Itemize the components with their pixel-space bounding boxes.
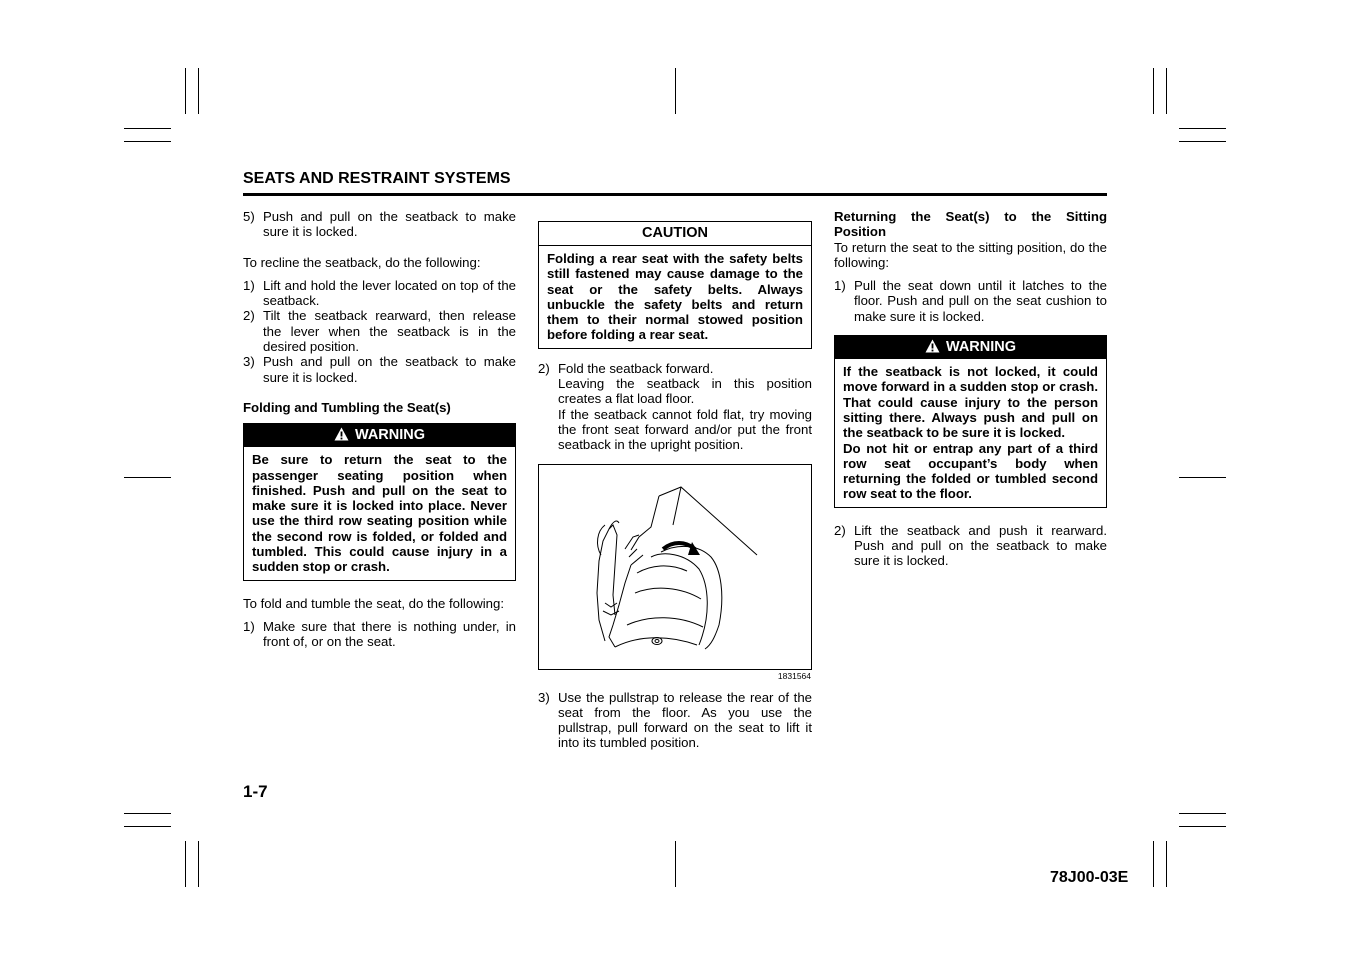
returning-heading: Returning the Seat(s) to the Sitting Position (834, 209, 1107, 240)
list-item: 3) Use the pullstrap to release the rear of the seat from the floor. As you use the pullstrap, pull forward on the seat to lift it into its tumbled position. (538, 689, 812, 751)
folding-heading: Folding and Tumbling the Seat(s) (243, 399, 451, 415)
figure-id: 1831564 (777, 670, 811, 681)
list-item: 1) Make sure that there is nothing under, in front of, or on the seat. (243, 618, 516, 650)
list-item: 2) Fold the seatback forward. Leaving the seatback in this position creates a flat load floor. If the seatback cannot fold flat, try moving the front seat forward and/or put the front seatback in the upright position. (538, 360, 812, 453)
document-code: 78J00-03E (1050, 869, 1129, 886)
warning-header: WARNING (835, 336, 1106, 359)
warning-box (834, 335, 1107, 508)
page-number: 1-7 (243, 782, 268, 801)
warning-header: WARNING (244, 424, 515, 447)
list-item: 1) Lift and hold the lever located on top of the seatback. (243, 277, 516, 309)
list-item: 2) Lift the seatback and push it rearward. Push and pull on the seatback to make sure it is locked. (834, 522, 1107, 569)
warning-text: Be sure to return the seat to the passenger seating position when finished. Push and pull on the seat to make sure it is locked into place. Never use the third row seating position while the second row is folded, or folded and tumbled. This could cause injury in a sudden stop or crash. (252, 452, 507, 575)
list-item: 2) Tilt the seatback rearward, then release the lever when the seatback is in the desired position. (243, 308, 516, 355)
header-rule (243, 193, 1107, 196)
section-title: SEATS AND RESTRAINT SYSTEMS (243, 170, 511, 187)
warning-text: If the seatback is not locked, it could move forward in a sudden stop or crash. That could cause injury to the person sitting there. Always push and pull on the seatback to be sure it is locked. (843, 364, 1098, 441)
caution-header: CAUTION (539, 222, 811, 246)
column-right (834, 209, 1107, 569)
list-item: 3) Push and pull on the seatback to make sure it is locked. (243, 354, 516, 385)
folding-seat-drawing (539, 465, 811, 669)
list-item: 1) Pull the seat down until it latches to the floor. Push and pull on the seat cushion to make sure it is locked. (834, 278, 1107, 324)
warning-text: Do not hit or entrap any part of a third row seat occupant’s body when returning the folded or tumbled second row seat to the floor. (843, 440, 1098, 502)
warning-box (243, 423, 516, 580)
caution-text: Folding a rear seat with the safety belts still fastened may cause damage to the seat or the safety belts. Always unbuckle the safety belts and return them to their normal stowed position before folding a rear seat. (547, 251, 803, 343)
returning-intro: To return the seat to the sitting position, do the following: (834, 239, 1107, 270)
list-item: 5) Push and pull on the seatback to make sure it is locked. (243, 209, 516, 240)
warning-icon (925, 339, 940, 353)
fold-intro: To fold and tumble the seat, do the following: (243, 595, 504, 611)
column-left (243, 209, 516, 650)
warning-icon (334, 427, 349, 441)
column-middle (538, 221, 812, 751)
caution-box (538, 221, 812, 349)
recline-intro: To recline the seatback, do the following: (243, 254, 481, 270)
seat-illustration (538, 464, 812, 670)
